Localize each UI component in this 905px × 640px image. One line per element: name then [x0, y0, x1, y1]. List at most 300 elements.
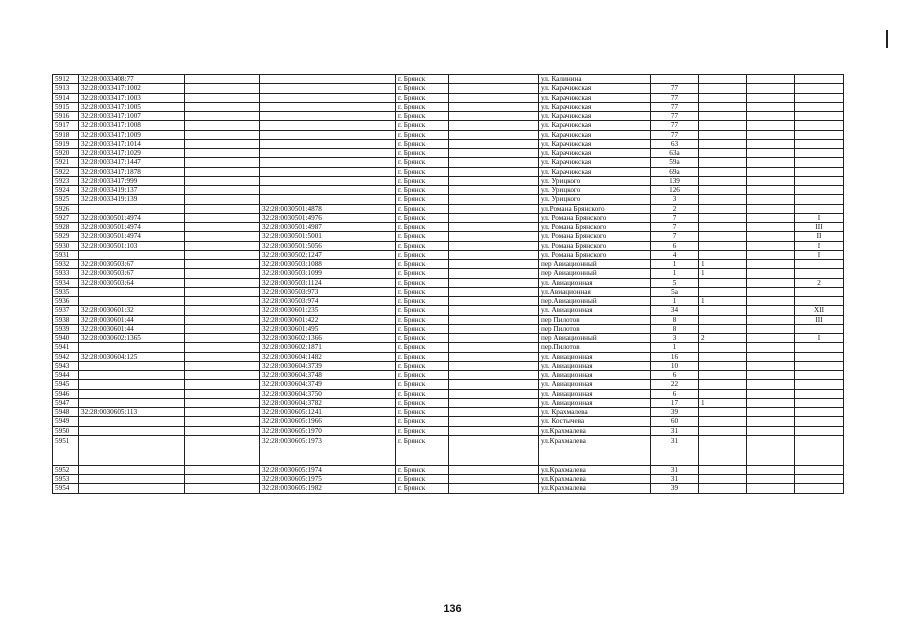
empty-cell	[747, 287, 795, 296]
city-cell: г. Брянск	[396, 232, 449, 241]
row-number: 5916	[53, 112, 79, 121]
premises-cell: III	[795, 223, 844, 232]
street-cell: ул. Авиационная	[539, 371, 651, 380]
street-cell: пер Авиационный	[539, 260, 651, 269]
cadastral-number-building	[260, 167, 396, 176]
row-number: 5946	[53, 389, 79, 398]
row-number: 5926	[53, 204, 79, 213]
cadastral-number-building: 32:28:0030601:495	[260, 324, 396, 333]
city-cell: г. Брянск	[396, 371, 449, 380]
building-cell	[699, 241, 747, 250]
cadastral-number-building	[260, 93, 396, 102]
empty-cell	[449, 223, 539, 232]
table-row	[53, 102, 844, 111]
city-cell: г. Брянск	[396, 75, 449, 84]
city-cell: г. Брянск	[396, 287, 449, 296]
table-row	[53, 408, 844, 417]
city-cell: г. Брянск	[396, 417, 449, 426]
empty-cell	[185, 213, 260, 222]
building-cell	[699, 176, 747, 185]
house-number-cell: 2	[651, 204, 699, 213]
cadastral-number-parcel: 32:28:0033417:1002	[79, 84, 185, 93]
empty-cell	[449, 84, 539, 93]
street-cell: ул.Крахмалева	[539, 426, 651, 435]
empty-cell	[185, 139, 260, 148]
city-cell: г. Брянск	[396, 389, 449, 398]
cadastral-number-building: 32:28:0030501:4976	[260, 213, 396, 222]
street-cell: пер Пилотов	[539, 315, 651, 324]
premises-cell: 2	[795, 278, 844, 287]
empty-cell	[449, 371, 539, 380]
table-row	[53, 130, 844, 139]
empty-cell	[185, 408, 260, 417]
empty-cell	[449, 260, 539, 269]
cadastral-number-parcel: 32:28:0033419:139	[79, 195, 185, 204]
empty-cell	[747, 213, 795, 222]
cadastral-number-parcel: 32:28:0033417:1014	[79, 139, 185, 148]
cadastral-number-parcel: 32:28:0033417:1009	[79, 130, 185, 139]
empty-cell	[747, 278, 795, 287]
empty-cell	[185, 278, 260, 287]
building-cell	[699, 204, 747, 213]
empty-cell	[449, 149, 539, 158]
empty-cell	[747, 204, 795, 213]
empty-cell	[747, 343, 795, 352]
empty-cell	[449, 343, 539, 352]
premises-cell	[795, 158, 844, 167]
empty-cell	[185, 75, 260, 84]
building-cell: 1	[699, 269, 747, 278]
cadastral-number-building: 32:28:0030605:1970	[260, 426, 396, 435]
building-cell: 2	[699, 334, 747, 343]
empty-cell	[185, 371, 260, 380]
building-cell	[699, 213, 747, 222]
premises-cell: I	[795, 213, 844, 222]
house-number-cell: 3	[651, 195, 699, 204]
cadastral-number-building	[260, 130, 396, 139]
row-number: 5944	[53, 371, 79, 380]
premises-cell	[795, 84, 844, 93]
table-row	[53, 93, 844, 102]
cadastral-number-parcel	[79, 204, 185, 213]
table-row	[53, 484, 844, 493]
city-cell: г. Брянск	[396, 204, 449, 213]
table-row	[53, 186, 844, 195]
table-row	[53, 149, 844, 158]
cadastral-number-building	[260, 186, 396, 195]
street-cell: ул. Авиационная	[539, 278, 651, 287]
street-cell: ул.Крахмалева	[539, 465, 651, 474]
building-cell	[699, 465, 747, 474]
empty-cell	[185, 297, 260, 306]
street-cell: пер Пилотов	[539, 324, 651, 333]
building-cell	[699, 475, 747, 484]
empty-cell	[449, 315, 539, 324]
house-number-cell: 16	[651, 352, 699, 361]
table-row	[53, 223, 844, 232]
premises-cell	[795, 475, 844, 484]
city-cell: г. Брянск	[396, 352, 449, 361]
premises-cell: I	[795, 334, 844, 343]
table-row	[53, 213, 844, 222]
cadastral-number-parcel: 32:28:0030601:44	[79, 315, 185, 324]
house-number-cell: 3	[651, 334, 699, 343]
empty-cell	[747, 435, 795, 465]
cadastral-number-building: 32:28:0030605:1974	[260, 465, 396, 474]
empty-cell	[185, 475, 260, 484]
house-number-cell: 31	[651, 465, 699, 474]
empty-cell	[449, 121, 539, 130]
empty-cell	[185, 269, 260, 278]
empty-cell	[185, 484, 260, 493]
row-number: 5941	[53, 343, 79, 352]
building-cell	[699, 158, 747, 167]
cadastral-number-parcel: 32:28:0033417:1003	[79, 93, 185, 102]
empty-cell	[449, 361, 539, 370]
empty-cell	[747, 195, 795, 204]
street-cell: ул.Крахмалева	[539, 475, 651, 484]
building-cell	[699, 130, 747, 139]
city-cell: г. Брянск	[396, 149, 449, 158]
city-cell: г. Брянск	[396, 269, 449, 278]
street-cell: пер Авиационный	[539, 269, 651, 278]
premises-cell	[795, 186, 844, 195]
table-row	[53, 475, 844, 484]
city-cell: г. Брянск	[396, 102, 449, 111]
row-number: 5912	[53, 75, 79, 84]
cadastral-number-building	[260, 176, 396, 185]
building-cell	[699, 408, 747, 417]
street-cell: ул. Авиационная	[539, 361, 651, 370]
building-cell: 1	[699, 260, 747, 269]
empty-cell	[747, 475, 795, 484]
empty-cell	[449, 324, 539, 333]
house-number-cell: 139	[651, 176, 699, 185]
cadastral-number-building: 32:28:0030604:3748	[260, 371, 396, 380]
table-row	[53, 75, 844, 84]
cadastral-number-building: 32:28:0030605:1975	[260, 475, 396, 484]
building-cell	[699, 389, 747, 398]
street-cell: ул. Крахмалева	[539, 408, 651, 417]
building-cell	[699, 75, 747, 84]
table-row	[53, 297, 844, 306]
city-cell: г. Брянск	[396, 435, 449, 465]
premises-cell	[795, 352, 844, 361]
row-number: 5935	[53, 287, 79, 296]
cadastral-number-parcel: 32:28:0033417:1008	[79, 121, 185, 130]
street-cell: ул.Крахмалева	[539, 435, 651, 465]
house-number-cell: 59а	[651, 158, 699, 167]
empty-cell	[449, 287, 539, 296]
house-number-cell: 77	[651, 84, 699, 93]
empty-cell	[449, 278, 539, 287]
cadastral-number-building: 32:28:0030604:3750	[260, 389, 396, 398]
empty-cell	[185, 380, 260, 389]
street-cell: ул. Карачижская	[539, 158, 651, 167]
empty-cell	[185, 195, 260, 204]
city-cell: г. Брянск	[396, 84, 449, 93]
empty-cell	[747, 102, 795, 111]
street-cell: ул. Романа Брянского	[539, 232, 651, 241]
row-number: 5936	[53, 297, 79, 306]
row-number: 5937	[53, 306, 79, 315]
building-cell	[699, 324, 747, 333]
city-cell: г. Брянск	[396, 334, 449, 343]
row-number: 5913	[53, 84, 79, 93]
house-number-cell: 1	[651, 297, 699, 306]
cadastral-number-parcel: 32:28:0030601:32	[79, 306, 185, 315]
empty-cell	[747, 361, 795, 370]
premises-cell	[795, 93, 844, 102]
street-cell: ул. Карачижская	[539, 102, 651, 111]
house-number-cell: 6	[651, 371, 699, 380]
house-number-cell: 22	[651, 380, 699, 389]
cadastral-number-parcel: 32:28:0033417:1878	[79, 167, 185, 176]
row-number: 5930	[53, 241, 79, 250]
empty-cell	[449, 241, 539, 250]
row-number: 5940	[53, 334, 79, 343]
building-cell	[699, 149, 747, 158]
empty-cell	[449, 352, 539, 361]
building-cell: 1	[699, 398, 747, 407]
house-number-cell: 6	[651, 389, 699, 398]
house-number-cell: 8	[651, 324, 699, 333]
building-cell	[699, 352, 747, 361]
building-cell	[699, 250, 747, 259]
empty-cell	[747, 334, 795, 343]
building-cell	[699, 315, 747, 324]
table-row	[53, 139, 844, 148]
row-number: 5943	[53, 361, 79, 370]
page-number: 136	[443, 603, 462, 615]
row-number: 5954	[53, 484, 79, 493]
empty-cell	[747, 93, 795, 102]
cadastral-number-building	[260, 75, 396, 84]
city-cell: г. Брянск	[396, 158, 449, 167]
premises-cell	[795, 398, 844, 407]
street-cell: ул. Авиационная	[539, 352, 651, 361]
empty-cell	[185, 204, 260, 213]
empty-cell	[747, 269, 795, 278]
cadastral-number-parcel	[79, 297, 185, 306]
street-cell: ул. Романа Брянского	[539, 223, 651, 232]
cadastral-number-building	[260, 121, 396, 130]
row-number: 5929	[53, 232, 79, 241]
building-cell	[699, 232, 747, 241]
empty-cell	[747, 260, 795, 269]
cadastral-number-parcel	[79, 398, 185, 407]
cadastral-number-parcel: 32:28:0033417:1029	[79, 149, 185, 158]
house-number-cell: 5	[651, 278, 699, 287]
row-number: 5920	[53, 149, 79, 158]
empty-cell	[185, 84, 260, 93]
cadastral-number-building: 32:28:0030601:422	[260, 315, 396, 324]
street-cell: ул. Урицкого	[539, 186, 651, 195]
empty-cell	[185, 334, 260, 343]
row-number: 5952	[53, 465, 79, 474]
empty-cell	[747, 223, 795, 232]
cadastral-number-building	[260, 158, 396, 167]
house-number-cell: 126	[651, 186, 699, 195]
empty-cell	[185, 324, 260, 333]
street-cell: ул. Калинина	[539, 75, 651, 84]
cadastral-number-parcel: 32:28:0030501:103	[79, 241, 185, 250]
row-number: 5928	[53, 223, 79, 232]
cadastral-number-parcel	[79, 287, 185, 296]
empty-cell	[185, 250, 260, 259]
cadastral-number-parcel: 32:28:0033419:137	[79, 186, 185, 195]
table-row	[53, 334, 844, 343]
empty-cell	[185, 389, 260, 398]
building-cell	[699, 139, 747, 148]
cadastral-number-building: 32:28:0030605:1982	[260, 484, 396, 493]
table-row	[53, 269, 844, 278]
city-cell: г. Брянск	[396, 112, 449, 121]
empty-cell	[747, 426, 795, 435]
empty-cell	[747, 167, 795, 176]
table-row	[53, 260, 844, 269]
cadastral-number-building: 32:28:0030605:1973	[260, 435, 396, 465]
premises-cell	[795, 361, 844, 370]
row-number: 5921	[53, 158, 79, 167]
house-number-cell: 69а	[651, 167, 699, 176]
empty-cell	[747, 149, 795, 158]
empty-cell	[747, 389, 795, 398]
premises-cell	[795, 435, 844, 465]
street-cell: ул. Карачижская	[539, 93, 651, 102]
cadastral-number-parcel	[79, 484, 185, 493]
empty-cell	[449, 232, 539, 241]
row-number: 5922	[53, 167, 79, 176]
cadastral-number-building	[260, 112, 396, 121]
cadastral-number-building: 32:28:0030503:1088	[260, 260, 396, 269]
street-cell: ул. Костычева	[539, 417, 651, 426]
building-cell	[699, 435, 747, 465]
building-cell	[699, 195, 747, 204]
building-cell	[699, 186, 747, 195]
empty-cell	[449, 417, 539, 426]
empty-cell	[449, 389, 539, 398]
street-cell: пер.Авиационный	[539, 297, 651, 306]
empty-cell	[185, 315, 260, 324]
empty-cell	[185, 417, 260, 426]
cadastral-number-parcel: 32:28:0033408:77	[79, 75, 185, 84]
house-number-cell: 77	[651, 93, 699, 102]
cadastral-number-parcel: 32:28:0030601:44	[79, 324, 185, 333]
empty-cell	[185, 130, 260, 139]
empty-cell	[747, 371, 795, 380]
empty-cell	[449, 75, 539, 84]
house-number-cell	[651, 75, 699, 84]
table-row	[53, 426, 844, 435]
cadastral-number-parcel	[79, 250, 185, 259]
city-cell: г. Брянск	[396, 343, 449, 352]
empty-cell	[747, 130, 795, 139]
city-cell: г. Брянск	[396, 426, 449, 435]
empty-cell	[185, 306, 260, 315]
row-number: 5948	[53, 408, 79, 417]
building-cell	[699, 167, 747, 176]
cadastral-number-building: 32:28:0030501:4878	[260, 204, 396, 213]
cadastral-number-parcel	[79, 361, 185, 370]
table-row	[53, 315, 844, 324]
city-cell: г. Брянск	[396, 484, 449, 493]
city-cell: г. Брянск	[396, 176, 449, 185]
empty-cell	[449, 269, 539, 278]
premises-cell	[795, 380, 844, 389]
house-number-cell: 31	[651, 475, 699, 484]
table-row	[53, 232, 844, 241]
building-cell	[699, 426, 747, 435]
row-number: 5950	[53, 426, 79, 435]
building-cell: 1	[699, 297, 747, 306]
row-number: 5927	[53, 213, 79, 222]
premises-cell	[795, 287, 844, 296]
cadastral-number-parcel	[79, 426, 185, 435]
row-number: 5923	[53, 176, 79, 185]
premises-cell	[795, 343, 844, 352]
empty-cell	[449, 102, 539, 111]
house-number-cell: 77	[651, 130, 699, 139]
empty-cell	[449, 426, 539, 435]
cadastral-number-parcel: 32:28:0030503:67	[79, 269, 185, 278]
city-cell: г. Брянск	[396, 278, 449, 287]
empty-cell	[185, 232, 260, 241]
empty-cell	[449, 334, 539, 343]
street-cell: ул. Романа Брянского	[539, 250, 651, 259]
building-cell	[699, 287, 747, 296]
city-cell: г. Брянск	[396, 93, 449, 102]
row-number: 5949	[53, 417, 79, 426]
empty-cell	[747, 121, 795, 130]
empty-cell	[185, 223, 260, 232]
premises-cell	[795, 130, 844, 139]
empty-cell	[185, 361, 260, 370]
cadastral-number-parcel	[79, 343, 185, 352]
empty-cell	[449, 306, 539, 315]
street-cell: ул. Карачижская	[539, 167, 651, 176]
premises-cell	[795, 269, 844, 278]
house-number-cell: 39	[651, 408, 699, 417]
cadastral-number-building: 32:28:0030604:1482	[260, 352, 396, 361]
empty-cell	[449, 250, 539, 259]
street-cell: ул. Авиационная	[539, 306, 651, 315]
empty-cell	[185, 93, 260, 102]
empty-cell	[449, 435, 539, 465]
empty-cell	[747, 84, 795, 93]
table-row	[53, 306, 844, 315]
table-row	[53, 84, 844, 93]
empty-cell	[747, 465, 795, 474]
house-number-cell: 10	[651, 361, 699, 370]
premises-cell	[795, 121, 844, 130]
empty-cell	[185, 398, 260, 407]
street-cell: ул. Карачижская	[539, 149, 651, 158]
empty-cell	[747, 176, 795, 185]
table-row	[53, 121, 844, 130]
table-row	[53, 241, 844, 250]
cadastral-number-parcel: 32:28:0030604:125	[79, 352, 185, 361]
empty-cell	[449, 297, 539, 306]
table-row	[53, 250, 844, 259]
empty-cell	[449, 176, 539, 185]
row-number: 5924	[53, 186, 79, 195]
house-number-cell: 6	[651, 241, 699, 250]
empty-cell	[449, 475, 539, 484]
empty-cell	[449, 195, 539, 204]
margin-mark	[886, 30, 888, 48]
empty-cell	[747, 297, 795, 306]
